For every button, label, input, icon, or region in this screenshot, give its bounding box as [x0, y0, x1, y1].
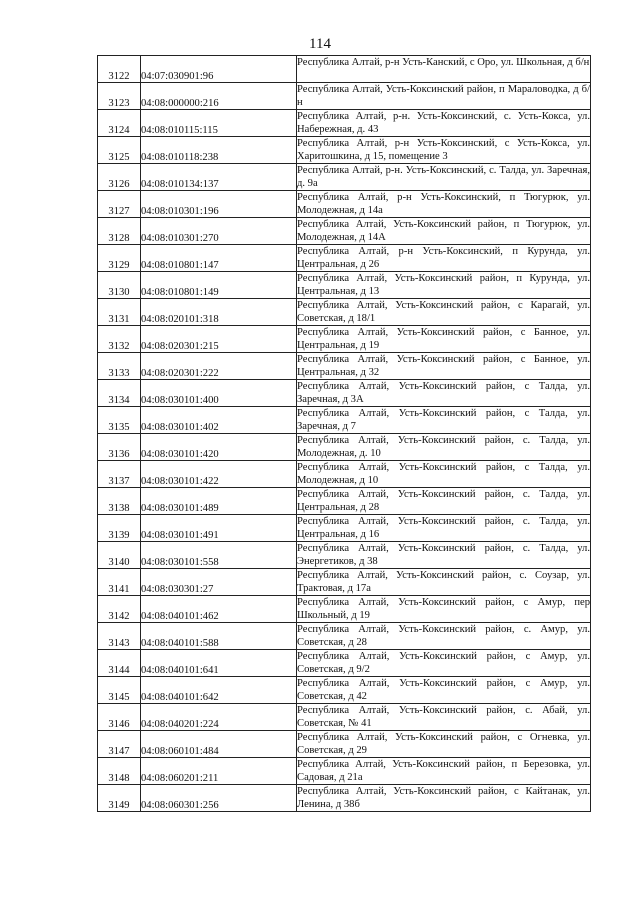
- address-cell: Республика Алтай, Усть-Коксинский район, с. Абай, ул. Советская, № 41: [297, 705, 590, 729]
- row-number-cell: 3148: [98, 758, 141, 785]
- row-number-cell: 3130: [98, 272, 141, 299]
- row-number-cell: 3145: [98, 677, 141, 704]
- address-cell: Республика Алтай, Усть-Коксинский район, с. Талда, ул. Энергетиков, д 38: [297, 543, 590, 567]
- row-number-cell: 3140: [98, 542, 141, 569]
- address-cell: Республика Алтай, Усть-Коксинский район, с Банное, ул. Центральная, д 19: [297, 327, 590, 351]
- address-cell: Республика Алтай, Усть-Коксинский район, с Амур, ул. Советская, д 42: [297, 678, 590, 702]
- address-cell: Республика Алтай, Усть-Коксинский район, с. Амур, ул. Советская, д 28: [297, 624, 590, 648]
- address-cell: Республика Алтай, Усть-Коксинский район, с. Талда, ул. Центральная, д 28: [297, 489, 590, 513]
- table-row: [98, 164, 591, 191]
- table-row: [98, 542, 591, 569]
- table-row: [98, 515, 591, 542]
- cadastral-number-cell: 04:08:010134:137: [141, 164, 297, 191]
- address-cell: Республика Алтай, Усть-Коксинский район, п Курунда, ул. Центральная, д 13: [297, 273, 590, 297]
- cadastral-number-cell: 04:08:030101:400: [141, 380, 297, 407]
- table-row: [98, 218, 591, 245]
- table-row: [98, 623, 591, 650]
- registry-table: [97, 55, 591, 812]
- row-number-cell: 3146: [98, 704, 141, 731]
- table-row: [98, 677, 591, 704]
- address-cell: Республика Алтай, р-н Усть-Канский, с Оро, ул. Школьная, д б/н: [297, 56, 591, 83]
- address-cell: Республика Алтай, Усть-Коксинский район, п Мараловодка, д б/н: [297, 84, 590, 108]
- table-row: [98, 461, 591, 488]
- row-number-cell: 3125: [98, 137, 141, 164]
- table-row: [98, 326, 591, 353]
- cadastral-number-cell: 04:08:060101:484: [141, 731, 297, 758]
- row-number-cell: 3128: [98, 218, 141, 245]
- table-row: [98, 137, 591, 164]
- address-cell: Республика Алтай, Усть-Коксинский район, с. Талда, ул. Молодежная, д. 10: [297, 435, 590, 459]
- row-number-cell: 3126: [98, 164, 141, 191]
- row-number-cell: 3144: [98, 650, 141, 677]
- cadastral-number-cell: 04:08:000000:216: [141, 83, 297, 110]
- table-row: [98, 434, 591, 461]
- table-row: [98, 758, 591, 785]
- address-cell: Республика Алтай, р-н Усть-Коксинский, п Курунда, ул. Центральная, д 26: [297, 246, 590, 270]
- row-number-cell: 3142: [98, 596, 141, 623]
- address-cell: Республика Алтай, Усть-Коксинский район, с Амур, ул. Советская, д 9/2: [297, 651, 590, 675]
- row-number-cell: 3133: [98, 353, 141, 380]
- row-number-cell: 3141: [98, 569, 141, 596]
- address-cell: Республика Алтай, Усть-Коксинский район, с Карагай, ул. Советская, д 18/1: [297, 300, 590, 324]
- table-row: [98, 83, 591, 110]
- cadastral-number-cell: 04:08:030101:422: [141, 461, 297, 488]
- address-cell: Республика Алтай, Усть-Коксинский район, п Березовка, ул. Садовая, д 21а: [297, 759, 590, 783]
- cadastral-number-cell: 04:08:030101:420: [141, 434, 297, 461]
- row-number-cell: 3129: [98, 245, 141, 272]
- row-number-cell: 3132: [98, 326, 141, 353]
- cadastral-number-cell: 04:08:040101:642: [141, 677, 297, 704]
- table-row: [98, 596, 591, 623]
- row-number-cell: 3123: [98, 83, 141, 110]
- cadastral-number-cell: 04:08:010301:196: [141, 191, 297, 218]
- table-row: [98, 110, 591, 137]
- address-cell: Республика Алтай, Усть-Коксинский район, п Тюгурюк, ул. Молодежная, д 14А: [297, 219, 590, 243]
- table-row: [98, 569, 591, 596]
- cadastral-number-cell: 04:08:030101:402: [141, 407, 297, 434]
- cadastral-number-cell: 04:08:040201:224: [141, 704, 297, 731]
- cadastral-number-cell: 04:08:040101:641: [141, 650, 297, 677]
- cadastral-number-cell: 04:08:030301:27: [141, 569, 297, 596]
- table-row: [98, 731, 591, 758]
- cadastral-number-cell: 04:08:030101:558: [141, 542, 297, 569]
- address-cell: Республика Алтай, Усть-Коксинский район, с Огневка, ул. Советская, д 29: [297, 732, 590, 756]
- address-cell: Республика Алтай, Усть-Коксинский район, с Банное, ул. Центральная, д 32: [297, 354, 590, 378]
- row-number-cell: 3135: [98, 407, 141, 434]
- address-cell: Республика Алтай, Усть-Коксинский район, с. Талда, ул. Центральная, д 16: [297, 516, 590, 540]
- row-number-cell: 3143: [98, 623, 141, 650]
- table-row: [98, 353, 591, 380]
- registry-table-body: [98, 56, 591, 812]
- cadastral-number-cell: 04:07:030901:96: [141, 56, 297, 83]
- address-cell: Республика Алтай, Усть-Коксинский район, с Талда, ул. Заречная, д 3А: [297, 381, 590, 405]
- cadastral-number-cell: 04:08:030101:491: [141, 515, 297, 542]
- row-number-cell: 3138: [98, 488, 141, 515]
- address-cell: Республика Алтай, р-н Усть-Коксинский, с Усть-Кокса, ул. Харитошкина, д 15, помещение 3: [297, 138, 590, 162]
- cadastral-number-cell: 04:08:020301:215: [141, 326, 297, 353]
- row-number-cell: 3127: [98, 191, 141, 218]
- table-row: [98, 704, 591, 731]
- cadastral-number-cell: 04:08:010118:238: [141, 137, 297, 164]
- row-number-cell: 3124: [98, 110, 141, 137]
- address-cell: Республика Алтай, Усть-Коксинский район, с Талда, ул. Заречная, д 7: [297, 408, 590, 432]
- address-cell: Республика Алтай, р-н. Усть-Коксинский, с. Усть-Кокса, ул. Набережная, д. 43: [297, 111, 590, 135]
- cadastral-number-cell: 04:08:030101:489: [141, 488, 297, 515]
- row-number-cell: 3136: [98, 434, 141, 461]
- cadastral-number-cell: 04:08:040101:588: [141, 623, 297, 650]
- table-row: [98, 650, 591, 677]
- cadastral-number-cell: 04:08:010301:270: [141, 218, 297, 245]
- row-number-cell: 3137: [98, 461, 141, 488]
- table-row: [98, 272, 591, 299]
- address-cell: Республика Алтай, Усть-Коксинский район, с Кайтанак, ул. Ленина, д 38б: [297, 786, 590, 810]
- address-cell: Республика Алтай, р-н Усть-Коксинский, п Тюгурюк, ул. Молодежная, д 14а: [297, 192, 590, 216]
- table-row: [98, 785, 591, 812]
- address-cell: Республика Алтай, Усть-Коксинский район, с Амур, пер Школьный, д 19: [297, 597, 590, 621]
- cadastral-number-cell: 04:08:020301:222: [141, 353, 297, 380]
- address-cell: Республика Алтай, р-н. Усть-Коксинский, с. Талда, ул. Заречная, д. 9а: [297, 165, 590, 189]
- row-number-cell: 3122: [98, 56, 141, 83]
- row-number-cell: 3147: [98, 731, 141, 758]
- cadastral-number-cell: 04:08:020101:318: [141, 299, 297, 326]
- cadastral-number-cell: 04:08:060301:256: [141, 785, 297, 812]
- table-row: [98, 191, 591, 218]
- table-row: [98, 488, 591, 515]
- address-cell: Республика Алтай, Усть-Коксинский район, с. Соузар, ул. Трактовая, д 17а: [297, 570, 590, 594]
- address-cell: Республика Алтай, Усть-Коксинский район, с Талда, ул. Молодежная, д 10: [297, 462, 590, 486]
- row-number-cell: 3134: [98, 380, 141, 407]
- row-number-cell: 3131: [98, 299, 141, 326]
- row-number-cell: 3139: [98, 515, 141, 542]
- cadastral-number-cell: 04:08:010801:147: [141, 245, 297, 272]
- cadastral-number-cell: 04:08:010801:149: [141, 272, 297, 299]
- table-row: [98, 407, 591, 434]
- table-row: [98, 56, 591, 83]
- table-row: [98, 299, 591, 326]
- cadastral-number-cell: 04:08:010115:115: [141, 110, 297, 137]
- cadastral-number-cell: 04:08:040101:462: [141, 596, 297, 623]
- row-number-cell: 3149: [98, 785, 141, 812]
- cadastral-number-cell: 04:08:060201:211: [141, 758, 297, 785]
- page-number: 114: [309, 36, 331, 52]
- table-row: [98, 380, 591, 407]
- table-row: [98, 245, 591, 272]
